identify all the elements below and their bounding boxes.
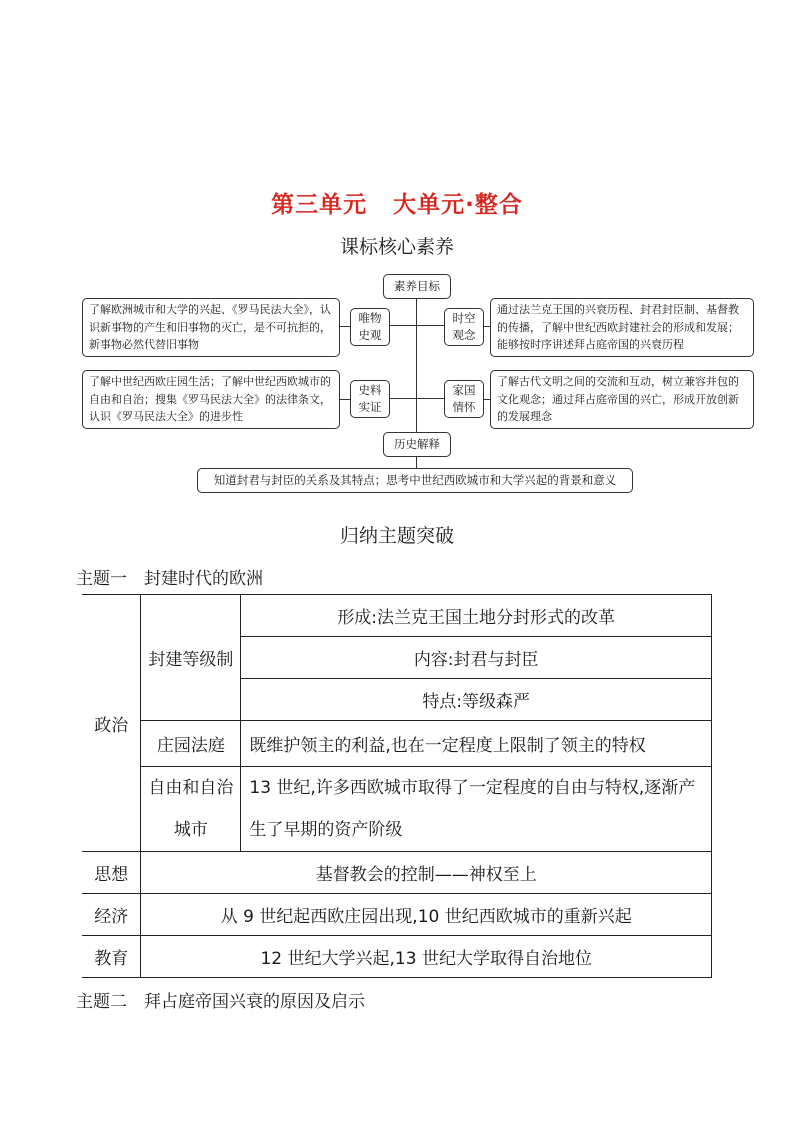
text-materialism: 了解欧洲城市和大学的兴起、《罗马民法大全》，认识新事物的产生和旧事物的灭亡，是不可抗拒的，新事物必然代替旧事物: [82, 298, 340, 357]
cell-feudal-row-1: 形成:法兰克王国土地分封形式的改革: [241, 595, 712, 637]
literacy-diagram: [0, 270, 794, 500]
cell-thought: 思想: [82, 852, 141, 894]
cell-feudal: 封建等级制: [141, 595, 241, 721]
diagram-branch-line-top: [388, 325, 444, 326]
diagram-bottom-text: 知道封君与封臣的关系及其特点；思考中世纪西欧城市和大学兴起的背景和意义: [197, 468, 633, 493]
section-heading-core-literacy: 课标核心素养: [339, 236, 454, 258]
text-time-space: 通过法兰克王国的兴衰历程、封君封臣制、基督教的传播，了解中世纪西欧封建社会的形成和发展；能够按时序讲述拜占庭帝国的兴衰历程: [490, 298, 754, 357]
text-patriotism: 了解古代文明之间的交流和互动，树立兼容并包的文化观念；通过拜占庭帝国的兴亡，形成开放创新的发展理念: [490, 370, 754, 429]
cell-thought-text: 基督教会的控制——神权至上: [141, 852, 712, 894]
diagram-trunk-line: [416, 294, 417, 432]
diagram-bottom-label: 历史解释: [383, 432, 451, 457]
cell-city: 自由和自治城市: [141, 767, 241, 852]
node-evidence: 史料 实证: [350, 380, 390, 418]
title-part2: 大单元·整合: [393, 192, 523, 218]
cell-manor: 庄园法庭: [141, 721, 241, 767]
cell-manor-text: 既维护领主的利益,也在一定程度上限制了领主的特权: [241, 721, 712, 767]
cell-city-text: 13 世纪,许多西欧城市取得了一定程度的自由与特权,逐渐产生了早期的资产阶级: [241, 767, 712, 852]
page-title: [0, 186, 794, 219]
theme1-table: [82, 594, 712, 978]
cell-feudal-row-3: 特点:等级森严: [241, 679, 712, 721]
node-time-space: 时空 观念: [444, 308, 484, 346]
text-evidence: 了解中世纪西欧庄园生活；了解中世纪西欧城市的自由和自治；搜集《罗马民法大全》的法律条文，认识《罗马民法大全》的进步性: [82, 370, 340, 429]
theme1-heading: 主题一 封建时代的欧洲: [76, 569, 263, 589]
cell-politics: 政治: [82, 595, 141, 852]
cell-education: 教育: [82, 936, 141, 978]
section-heading-themes: 归纳主题突破: [339, 525, 454, 547]
node-materialism: 唯物 史观: [350, 308, 390, 346]
title-part1: 第三单元: [271, 192, 368, 218]
cell-feudal-row-2: 内容:封君与封臣: [241, 637, 712, 679]
diagram-branch-line-bottom: [388, 398, 444, 399]
cell-education-text: 12 世纪大学兴起,13 世纪大学取得自治地位: [141, 936, 712, 978]
theme2-heading: 主题二 拜占庭帝国兴衰的原因及启示: [76, 992, 365, 1012]
diagram-top-label: 素养目标: [383, 274, 451, 299]
cell-economy-text: 从 9 世纪起西欧庄园出现,10 世纪西欧城市的重新兴起: [141, 894, 712, 936]
node-patriotism: 家国 情怀: [444, 380, 484, 418]
cell-economy: 经济: [82, 894, 141, 936]
